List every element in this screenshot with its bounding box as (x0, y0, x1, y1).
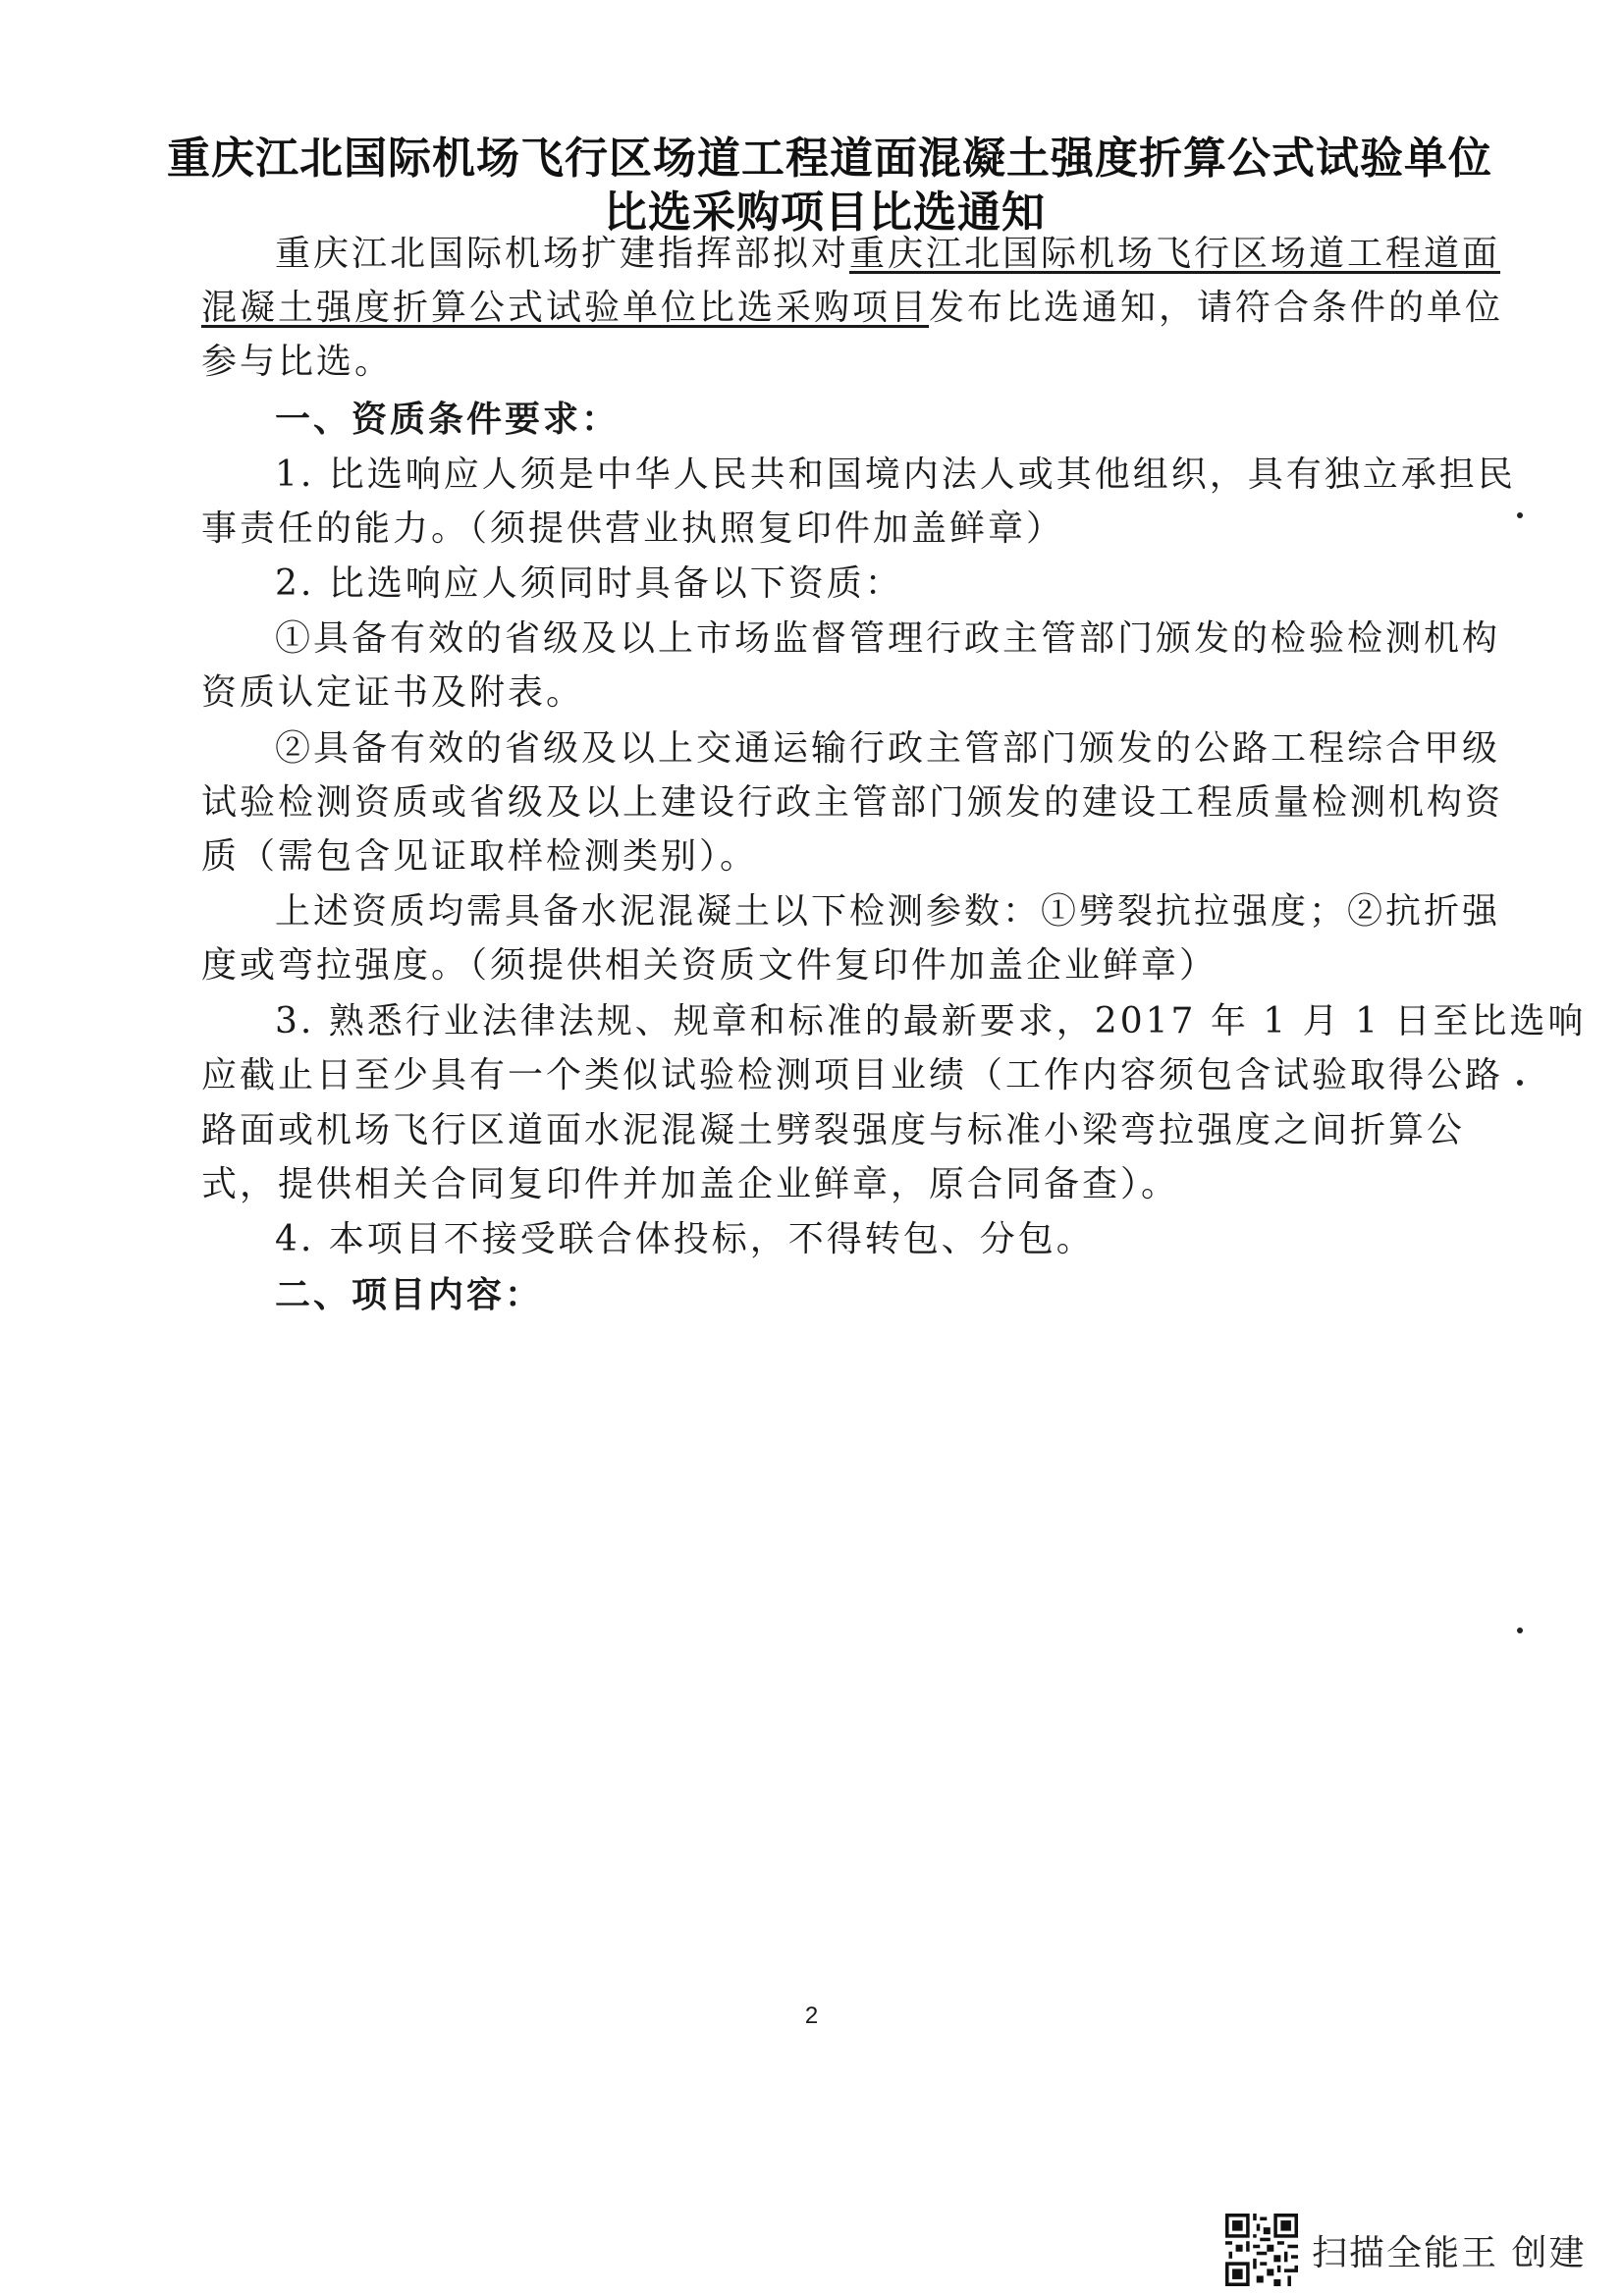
intro-paragraph-line-2 (201, 287, 1504, 330)
intro-suffix: 发布比选通知，请符合条件的单位 (929, 288, 1504, 328)
item-2-sub-1-line-2: 资质认定证书及附表。 (201, 672, 585, 713)
project-name-underlined-part-2: 混凝土强度折算公式试验单位比选采购项目 (201, 288, 930, 328)
page-number: 2 (804, 2002, 819, 2029)
item-4-line-1: 4. 本项目不接受联合体投标，不得转包、分包。 (275, 1219, 1095, 1259)
intro-prefix: 重庆江北国际机场扩建指挥部拟对 (275, 234, 850, 274)
intro-paragraph-line-1 (275, 233, 1501, 276)
item-3-line-1: 3. 熟悉行业法律法规、规章和标准的最新要求，2017 年 1 月 1 日至比选响 (275, 1001, 1587, 1041)
qr-code-icon (1225, 2214, 1298, 2286)
intro-paragraph-line-3: 参与比选。 (201, 342, 394, 382)
item-3-line-2: 应截止日至少具有一个类似试验检测项目业绩（工作内容须包含试验取得公路 (201, 1055, 1504, 1095)
scan-speck (1517, 512, 1523, 518)
section-heading-project-content: 二、项目内容： (275, 1274, 544, 1315)
item-2-sub-2-line-2: 试验检测资质或省级及以上建设行政主管部门颁发的建设工程质量检测机构资 (201, 782, 1504, 823)
scan-speck (1517, 1080, 1523, 1086)
item-2-sub-2-line-3: 质（需包含见证取样检测类别）。 (201, 836, 759, 877)
scanner-watermark (1225, 2214, 1586, 2286)
item-1-line-2: 事责任的能力。（须提供营业执照复印件加盖鲜章） (201, 508, 1065, 549)
item-3-line-4: 式，提供相关合同复印件并加盖企业鲜章，原合同备查）。 (201, 1164, 1180, 1204)
project-name-underlined-part-1: 重庆江北国际机场飞行区场道工程道面 (849, 234, 1501, 274)
section-heading-qualifications: 一、资质条件要求： (275, 399, 621, 440)
item-2-sub-1-line-1: ①具备有效的省级及以上市场监督管理行政主管部门颁发的检验检测机构 (275, 618, 1501, 659)
document-title-line-1: 重庆江北国际机场飞行区场道工程道面混凝土强度折算公式试验单位 (167, 133, 1492, 184)
item-2-note-line-1: 上述资质均需具备水泥混凝土以下检测参数：①劈裂抗拉强度；②抗折强 (275, 891, 1501, 932)
item-3-line-3: 路面或机场飞行区道面水泥混凝土劈裂强度与标准小梁弯拉强度之间折算公 (201, 1110, 1466, 1150)
item-2-sub-2-line-1: ②具备有效的省级及以上交通运输行政主管部门颁发的公路工程综合甲级 (275, 728, 1501, 769)
scan-speck (1517, 1628, 1523, 1633)
item-1-line-1: 1. 比选响应人须是中华人民共和国境内法人或其他组织，具有独立承担民 (275, 454, 1516, 495)
document-title-line-2: 比选采购项目比选通知 (604, 187, 1046, 238)
scanner-app-label: 扫描全能王 创建 (1312, 2232, 1587, 2273)
item-2-note-line-2: 度或弯拉强度。（须提供相关资质文件复印件加盖企业鲜章） (201, 945, 1218, 986)
item-2-line-1: 2. 比选响应人须同时具备以下资质： (275, 563, 903, 604)
